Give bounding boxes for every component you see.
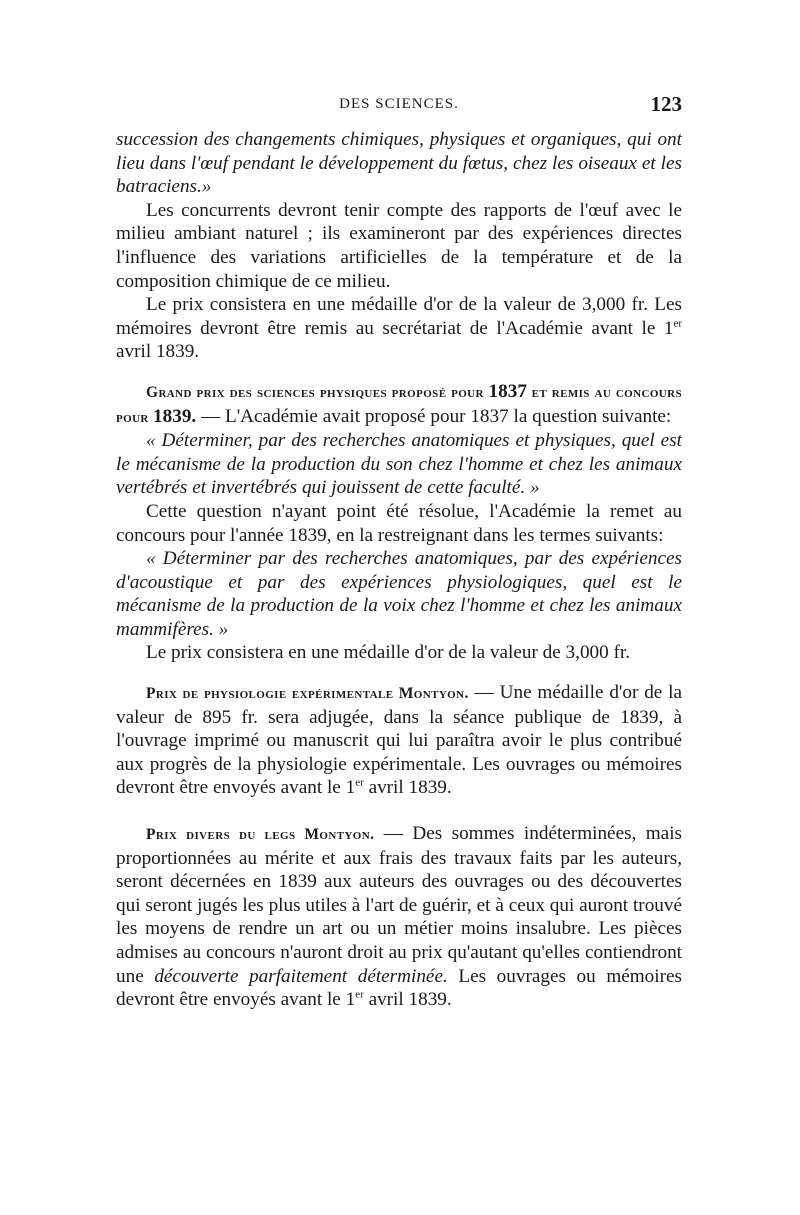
- section-text: Les ouvrages ou mémoires devront être envoyés avant le 1: [116, 965, 682, 1011]
- emphasized-text: découverte parfaitement déterminée.: [154, 965, 448, 987]
- section-text: — Des sommes indéterminées, mais proportionnées au mérite et aux frais des travaux faits par les auteurs, seront décernées en 1839 aux auteurs des ouvrages ou des découvertes qui seront jugés les plus utiles à l'art de guérir, et à ceux qui auront trouvé les moyens de rendre un art ou un métier moins insalubre. Les pièces admises au concours n'auront droit au prix qu'autant qu'elles contiendront une: [116, 823, 682, 987]
- section-text: — L'Académie avait proposé pour 1837 la question suivante:: [196, 405, 672, 427]
- superscript: er: [673, 317, 682, 330]
- superscript: er: [355, 988, 364, 1001]
- running-head: DES SCIENCES.: [339, 96, 459, 112]
- heading-year: 1839.: [153, 405, 197, 427]
- superscript: er: [355, 777, 364, 790]
- question-quote-1: « Déterminer, par des recherches anatomiques et physiques, quel est le mécanisme de la production du son chez l'homme et chez les animaux vertébrés et invertébrés qui jouissent de cette faculté. »: [116, 430, 682, 499]
- section-heading: Prix de physiologie expérimentale Montyon.: [146, 685, 469, 703]
- section-grand-prix: [116, 380, 682, 429]
- section-text: avril 1839.: [363, 777, 452, 799]
- paragraph-prize-2: Le prix consistera en une médaille d'or de la valeur de 3,000 fr.: [146, 642, 631, 664]
- section-heading: Prix divers du legs Montyon.: [146, 826, 375, 844]
- section-heading: Grand prix des sciences physiques proposé pour: [146, 383, 489, 401]
- paragraph-question-status: Cette question n'ayant point été résolue, l'Académie la remet au concours pour l'année 1839, en la restreignant dans les termes suivants:: [116, 500, 682, 546]
- quote-continuation: succession des changements chimiques, physiques et organiques, qui ont lieu dans l'œuf pendant le développement du fœtus, chez les oiseaux et les batraciens.»: [116, 129, 682, 198]
- page-number: 123: [650, 92, 682, 116]
- page-header: [116, 92, 682, 120]
- page-body: [116, 128, 682, 1012]
- section-text: avril 1839.: [363, 989, 452, 1011]
- paragraph-prize: [116, 293, 682, 364]
- section-heading: et remis au concours pour: [116, 383, 682, 426]
- section-text: — Une médaille d'or de la valeur de 895 fr. sera adjugée, dans la séance publique de 1839, à l'ouvrage imprimé ou manuscrit qui lui paraîtra avoir le plus contribué aux progrès de la physiologie expérimentale. Les ouvrages ou mémoires devront être envoyés avant le 1: [116, 682, 682, 799]
- section-legs-montyon: [116, 822, 682, 1012]
- heading-year: 1837: [488, 380, 527, 402]
- paragraph-conditions: Les concurrents devront tenir compte des rapports de l'œuf avec le milieu ambiant naturel ; ils examineront par des expériences directes l'influence des variations artificielles de la température et de la composition chimique de ce milieu.: [116, 199, 682, 292]
- section-physiologie: [116, 681, 682, 800]
- text: avril 1839.: [116, 341, 200, 363]
- text: Le prix consistera en une médaille d'or de la valeur de 3,000 fr. Les mémoires devront être remis au secrétariat de l'Académie avant le 1: [116, 294, 682, 339]
- question-quote-2: « Déterminer par des recherches anatomiques, par des expériences d'acoustique et par des expériences physiologiques, quel est le mécanisme de la production de la voix chez l'homme et chez les animaux mammifères. »: [116, 548, 682, 640]
